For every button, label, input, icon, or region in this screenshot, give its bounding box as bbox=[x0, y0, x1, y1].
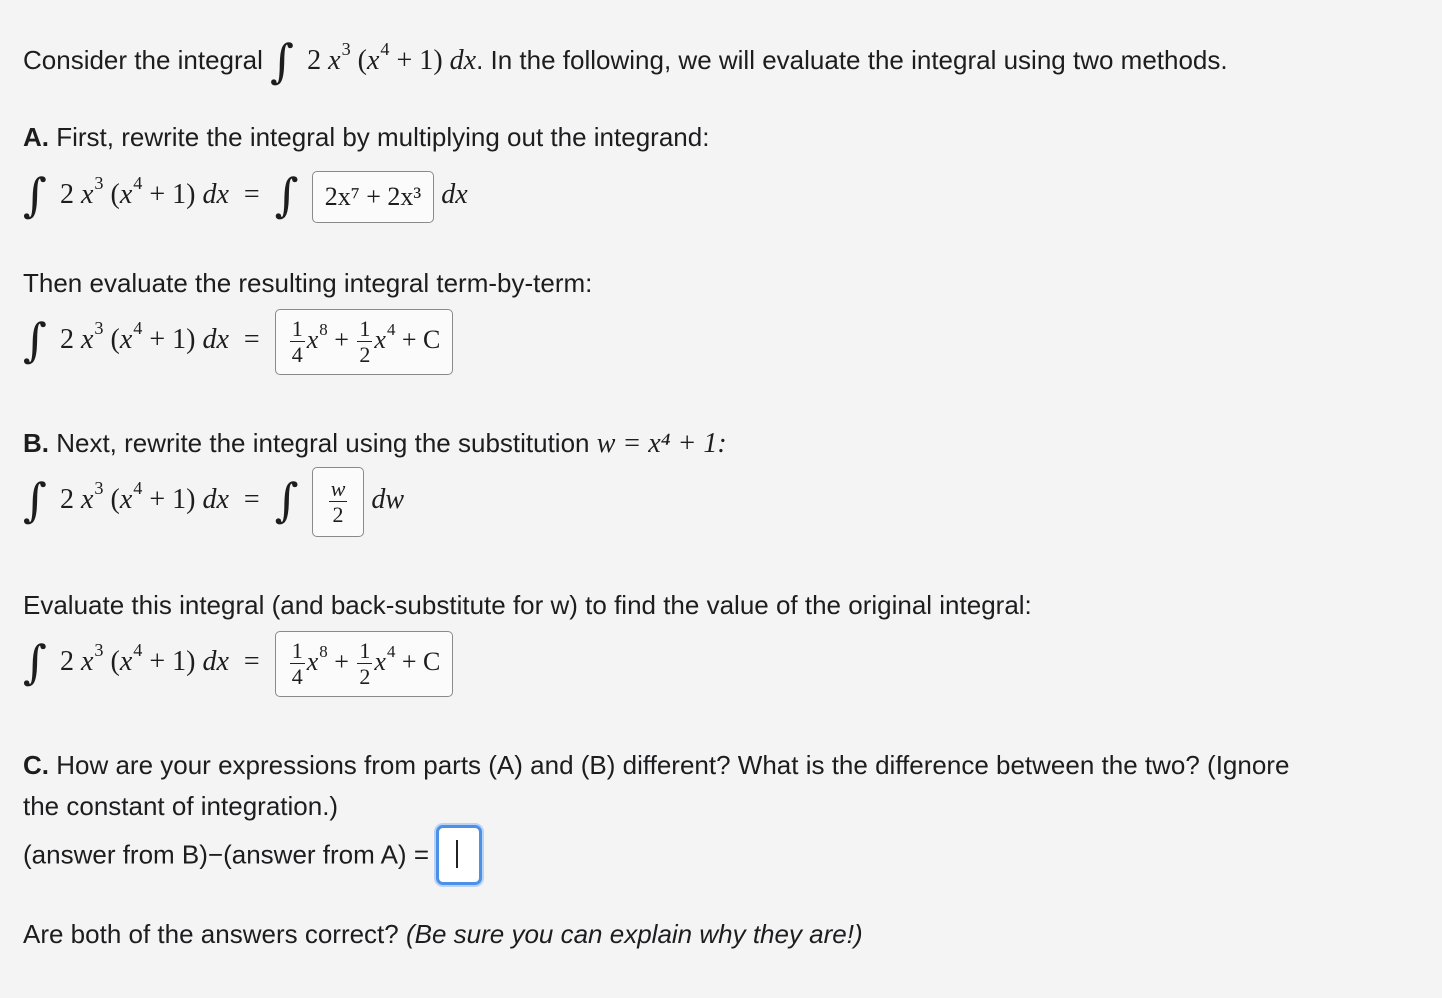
part-c-text-2: the constant of integration.) bbox=[23, 791, 339, 821]
integral-sign-icon: ∫ bbox=[23, 473, 47, 527]
diff-label: (answer from B)−(answer from A) = bbox=[23, 839, 429, 870]
part-a-then-text: Then evaluate the resulting integral term-by-term: bbox=[23, 268, 593, 298]
part-b-heading: B. Next, rewrite the integral using the substitution w = x⁴ + 1: bbox=[23, 428, 727, 459]
part-b-answer-2[interactable]: $\frac{1}{4}$ $x^8$ + $\frac{1}{2}$ $x^4 + C$ bbox=[275, 631, 454, 697]
integral-sign-icon: ∫ bbox=[270, 34, 295, 88]
part-b-eval-text: Evaluate this integral (and back-substitute for w) to find the value of the original integral: bbox=[23, 590, 1032, 620]
integral-sign-icon: ∫ bbox=[23, 168, 47, 222]
text-caret bbox=[456, 840, 458, 868]
intro-line bbox=[23, 26, 1228, 88]
part-c-diff-row bbox=[23, 825, 482, 885]
intro-text-after: . In the following, we will evaluate the integral using two methods. bbox=[476, 45, 1228, 75]
part-a-equation-1: ∫ 2 $x^3$ $(x^4 + 1)$ dx = ∫ 2x⁷ + 2x³ dx bbox=[23, 168, 468, 222]
part-a-equation-2: ∫ 2 $x^3$ $(x^4 + 1)$ dx = $\frac{1}{4}$ $x^8$ + $\frac{1}{2}$ $x^4 + C$ bbox=[23, 305, 453, 375]
integral-sign-icon: ∫ bbox=[274, 168, 299, 222]
part-a-answer-2[interactable]: $\frac{1}{4}$ $x^8$ + $\frac{1}{2}$ $x^4 + C$ bbox=[275, 309, 454, 375]
part-b-answer-1[interactable]: $\frac{w}{2}$ bbox=[312, 467, 365, 537]
intro-integral: ∫ 2 $x^3$ $(x^4 + 1)$ dx bbox=[270, 34, 477, 88]
integral-sign-icon: ∫ bbox=[23, 635, 47, 689]
part-a-answer-1[interactable]: 2x⁷ + 2x³ bbox=[312, 171, 435, 223]
integral-sign-icon: ∫ bbox=[274, 473, 299, 527]
part-c-heading: C. How are your expressions from parts (A) and (B) different? What is the difference between the two? (Ignore bbox=[23, 750, 1290, 780]
final-question: Are both of the answers correct? (Be sure you can explain why they are!) bbox=[23, 919, 863, 949]
part-a-heading: A. First, rewrite the integral by multiplying out the integrand: bbox=[23, 122, 710, 152]
integral-sign-icon: ∫ bbox=[23, 313, 47, 367]
intro-text: Consider the integral bbox=[23, 45, 263, 75]
difference-input[interactable] bbox=[436, 825, 482, 885]
part-b-equation-2: ∫ 2 $x^3$ $(x^4 + 1)$ dx = $\frac{1}{4}$ $x^8$ + $\frac{1}{2}$ $x^4 + C$ bbox=[23, 627, 453, 697]
part-b-equation-1: ∫ 2 $x^3$ $(x^4 + 1)$ dx = ∫ $\frac{w}{2}$ dw bbox=[23, 465, 404, 537]
